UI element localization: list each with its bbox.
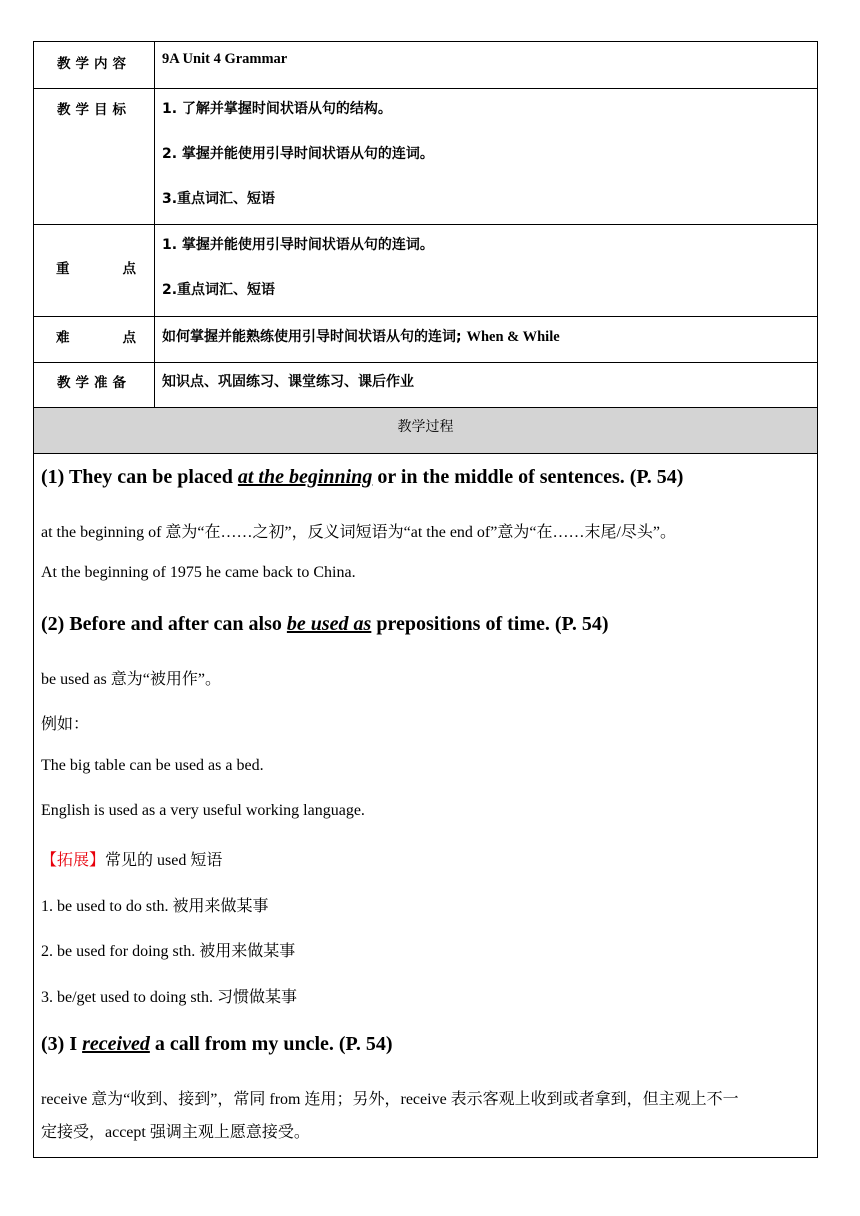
row-label-preparation: 教学准备 [57,375,131,391]
list-item: 2. be used for doing sth. 被用来做某事 [41,943,296,960]
section-heading: (2) Before and after can also be used as prepositions of time. (P. 54) [41,613,609,635]
row-divider [34,362,817,363]
column-divider [154,42,155,407]
row-label-objectives: 教学目标 [57,102,131,118]
paragraph: 定接受，accept 强调主观上愿意接受。 [41,1124,310,1141]
objective-item: 1. 了解并掌握时间状语从句的结构。 [162,101,392,117]
unit-title: 9A Unit 4 Grammar [162,51,288,67]
row-divider [34,316,817,317]
paragraph: receive 意为“收到、接到”，常同 from 连用；另外，receive 表示客观上收到或者拿到，但主观上不一 [41,1091,739,1108]
key-point-item: 1. 掌握并能使用引导时间状语从句的连词。 [162,237,434,253]
paragraph: 例如： [41,716,90,733]
row-divider [34,88,817,89]
row-divider [34,453,817,454]
difficulty-text: 如何掌握并能熟练使用引导时间状语从句的连词; When & While [162,329,560,345]
row-label-content: 教学内容 [57,56,131,72]
paragraph: at the beginning of 意为“在……之初”，反义词短语为“at the end of”意为“在……末尾/尽头”。 [41,524,676,541]
paragraph: be used as 意为“被用作”。 [41,671,221,688]
list-item: 3. be/get used to doing sth. 习惯做某事 [41,989,297,1006]
list-item: 1. be used to do sth. 被用来做某事 [41,898,269,915]
process-title: 教学过程 [34,408,817,453]
objective-item: 3.重点词汇、短语 [162,191,276,207]
section-heading: (3) I received a call from my uncle. (P. 54) [41,1033,393,1055]
row-label-key-points: 重 点 [56,261,136,277]
key-point-item: 2.重点词汇、短语 [162,282,276,298]
example-sentence: English is used as a very useful working language. [41,802,365,819]
section-heading: (1) They can be placed at the beginning or in the middle of sentences. (P. 54) [41,466,684,488]
example-sentence: The big table can be used as a bed. [41,757,264,774]
row-label-difficulties: 难 点 [56,330,136,346]
lesson-plan-table [33,41,818,1158]
extension-note: 【拓展】常见的 used 短语 [41,852,223,869]
objective-item: 2. 掌握并能使用引导时间状语从句的连词。 [162,146,434,162]
preparation-text: 知识点、巩固练习、课堂练习、课后作业 [162,374,414,390]
example-sentence: At the beginning of 1975 he came back to China. [41,564,356,581]
row-divider [34,224,817,225]
